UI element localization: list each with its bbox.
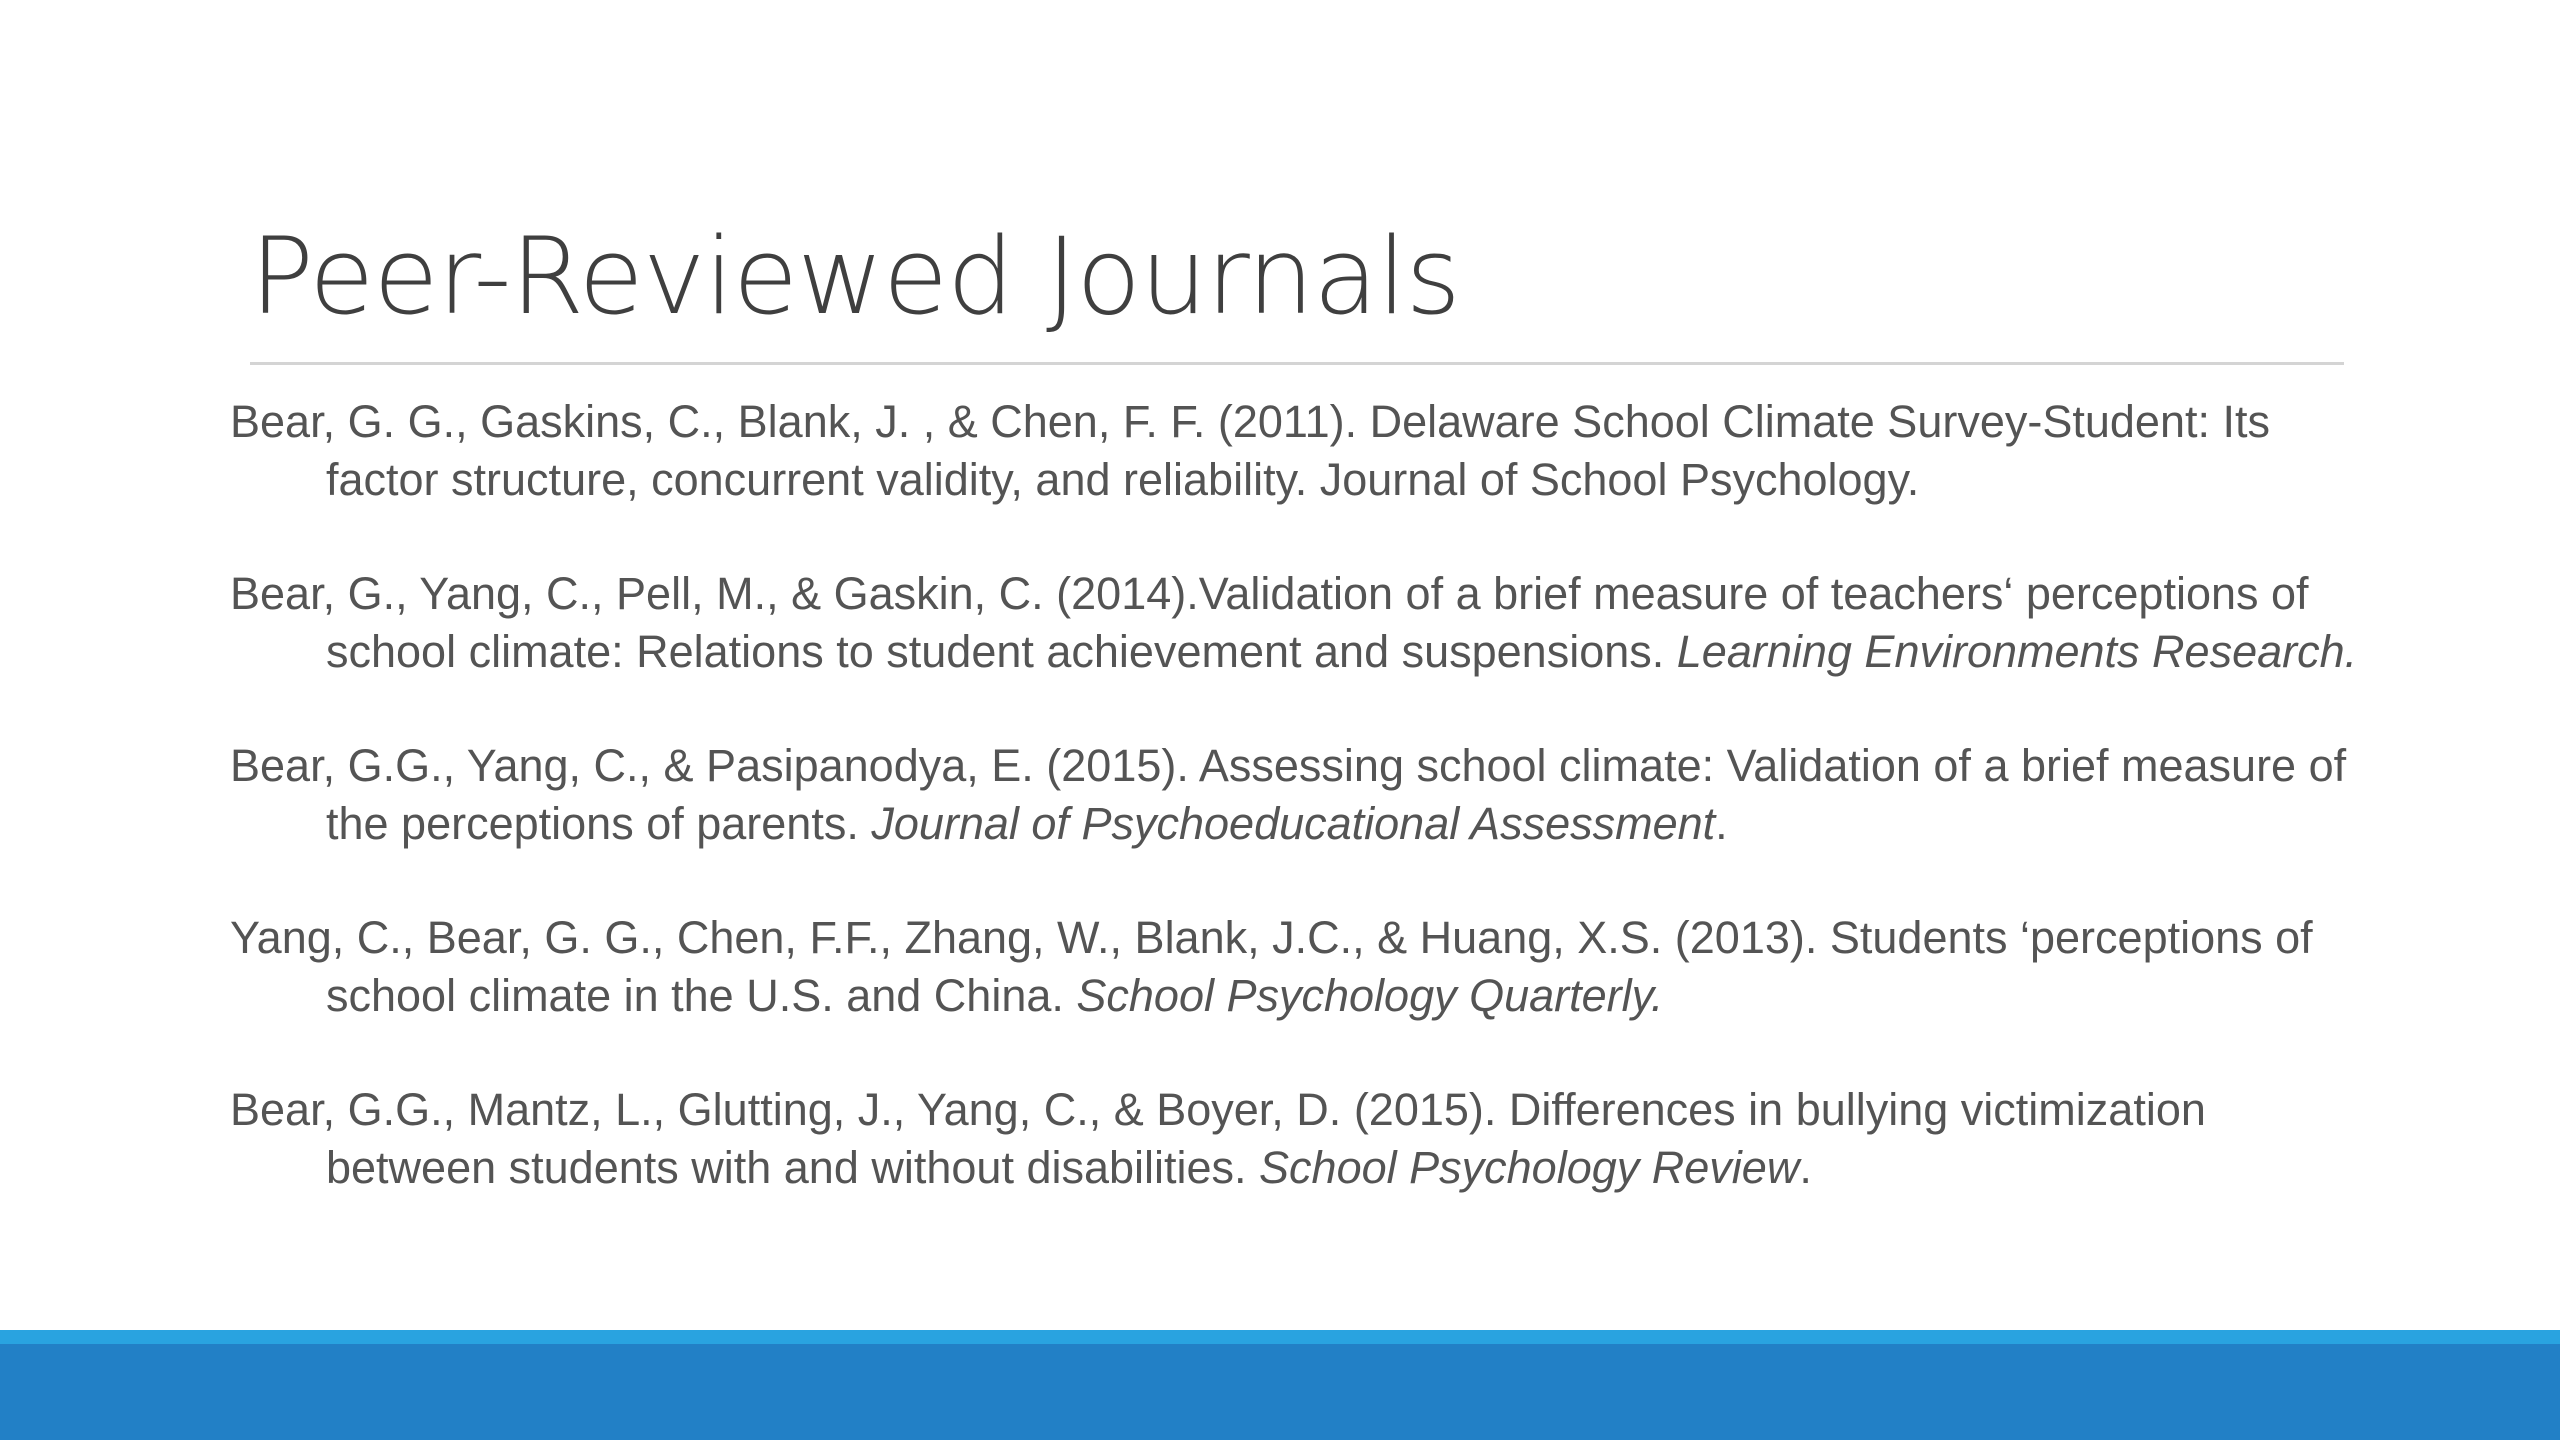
footer-accent-stripe	[0, 1330, 2560, 1344]
reference-tail: .	[1715, 798, 1728, 849]
reference-journal: School Psychology Quarterly.	[1076, 970, 1664, 1021]
reference-list	[230, 393, 2360, 1253]
reference-item	[230, 909, 2360, 1025]
reference-text: Yang, C., Bear, G. G., Chen, F.F., Zhang, W., Blank, J.C., & Huang, X.S. (2013). Students ‘perceptions of school climate in the U.S. and China.	[230, 912, 2313, 1021]
reference-item	[230, 393, 2360, 509]
reference-text: Bear, G., Yang, C., Pell, M., & Gaskin, C. (2014).Validation of a brief measure of teachers‘ perceptions of school climate: Relations to student achievement and suspensions.	[230, 568, 2309, 677]
reference-item	[230, 737, 2360, 853]
slide-title: Peer-Reviewed Journals	[250, 215, 1460, 338]
reference-item	[230, 1081, 2360, 1197]
title-divider	[250, 362, 2344, 365]
reference-item	[230, 565, 2360, 681]
reference-text: Bear, G.G., Mantz, L., Glutting, J., Yang, C., & Boyer, D. (2015). Differences in bullying victimization between students with and without disabilities.	[230, 1084, 2206, 1193]
reference-journal: School Psychology Review	[1259, 1142, 1800, 1193]
reference-text: Bear, G. G., Gaskins, C., Blank, J. , & Chen, F. F. (2011). Delaware School Climate Survey-Student: Its factor structure, concurrent validity, and reliability. Journal of School Psychology.	[230, 396, 2270, 505]
reference-journal: Journal of Psychoeducational Assessment	[871, 798, 1716, 849]
footer-band	[0, 1344, 2560, 1440]
reference-text: Bear, G.G., Yang, C., & Pasipanodya, E. (2015). Assessing school climate: Validation of a brief measure of the perceptions of parents.	[230, 740, 2347, 849]
reference-tail: .	[1799, 1142, 1812, 1193]
reference-journal: Learning Environments Research.	[1676, 626, 2358, 677]
